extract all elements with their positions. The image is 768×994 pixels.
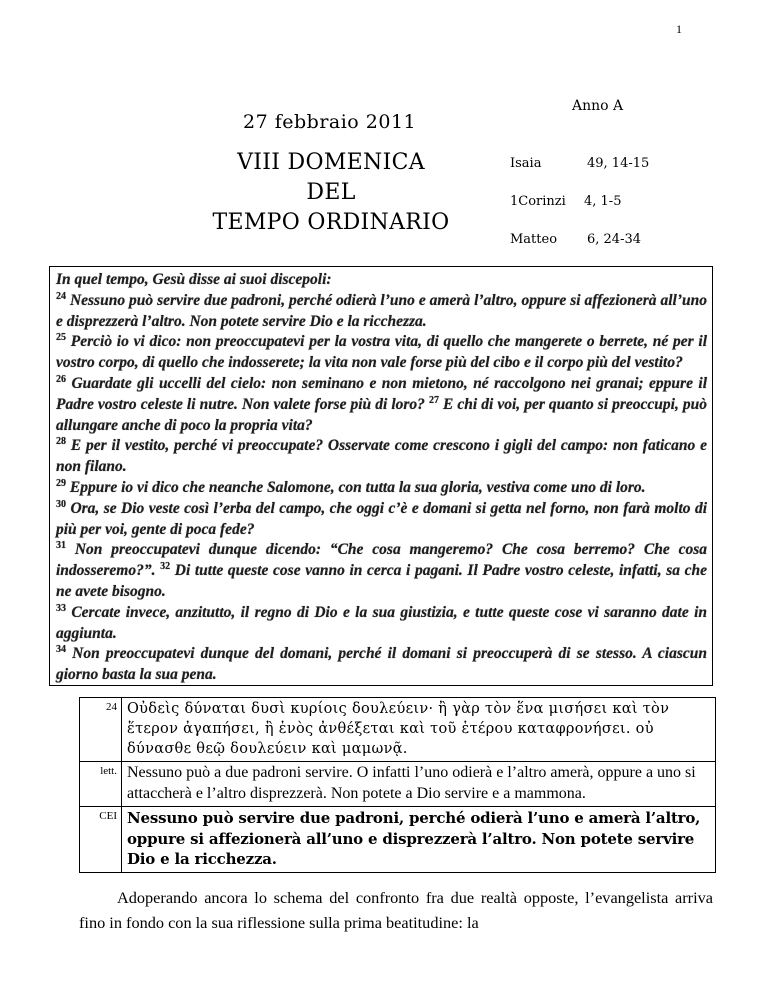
reading-ref: 49, 14-15 (587, 156, 650, 171)
verse-text: Di tutte queste cose vanno in cerca i pagani. Il Padre vostro celeste, infatti, sa che ne avete bisogno. (56, 562, 708, 600)
verse-text: E per il vestito, perché vi preoccupate? Osservate come crescono i gigli del campo: non faticano e non filano. (56, 437, 707, 476)
title-line-3: TEMPO ORDINARIO (212, 210, 450, 235)
year-cycle: Anno A (572, 98, 624, 114)
commentary (79, 885, 713, 935)
greek-text: Οὐδεὶς δύναται δυσὶ κυρίοις δουλεύειν· ἢ γὰρ τὸν ἕνα μισήσει καὶ τὸν ἕτερον ἀγαπήσει, ἢ ἑνὸς ἀνθέξεται καὶ τοῦ ἑτέρου καταφρονήσει. οὐ δύνασθε θεῷ δουλεύειν καὶ μαμωνᾷ. (122, 698, 716, 762)
title-line-1: VIII DOMENICA (237, 150, 425, 175)
verse-text: Non preoccupatevi dunque del domani, perché il domani si preoccuperà di se stesso. A ciascun giorno basta la sua pena. (56, 645, 708, 684)
page-title (196, 148, 466, 238)
date: 27 febbraio 2011 (243, 111, 417, 133)
reading-ref: 4, 1-5 (584, 194, 622, 209)
gospel-passage (49, 266, 713, 686)
literal-row (80, 762, 716, 807)
verse-number: 26 (56, 373, 66, 385)
verse-number: 30 (56, 498, 66, 510)
literal-translation: Nessuno può a due padroni servire. O infatti l’uno odierà e l’altro amerà, oppure a uno si attaccherà e l’altro disprezzerà. Non potete a Dio servire e a mammona. (122, 762, 716, 807)
greek-verse-label: 24 (80, 698, 122, 762)
verse-text: Non preoccupatevi dunque dicendo: “Che cosa mangeremo? Che cosa berremo? Che cosa indosseremo?”. (56, 541, 707, 580)
reading-book: Isaia (510, 156, 542, 171)
verse-number: 28 (56, 436, 66, 448)
verse-text: Guardate gli uccelli del cielo: non seminano e non mietono, né raccolgono nei granai; eppure il Padre vostro celeste li nutre. Non valete forse più di loro? (56, 374, 708, 413)
cei-row (80, 807, 716, 873)
literal-label: lett. (80, 762, 122, 807)
verse-number: 29 (56, 477, 66, 489)
reading-book: 1Corinzi (510, 194, 566, 209)
commentary-paragraph: Adoperando ancora lo schema del confronto fra due realtà opposte, l’evangelista arriva fino in fondo con la sua riflessione sulla prima beatitudine: la (79, 888, 713, 932)
reading-book: Matteo (510, 232, 558, 247)
verse-text: Perciò io vi dico: non preoccupatevi per la vostra vita, di quello che mangerete o berrete, né per il vostro corpo, di quello che indosserete; la vita non vale forse più del cibo e il corpo più del vestito? (56, 333, 708, 372)
page-number: 1 (676, 22, 682, 36)
greek-row (80, 698, 716, 762)
verse-number: 24 (56, 290, 66, 302)
verse-text: Eppure io vi dico che neanche Salomone, con tutta la sua gloria, vestiva come uno di loro. (69, 478, 646, 496)
verse-text: E chi di voi, per quanto si preoccupi, può allungare anche di poco la propria vita? (56, 395, 708, 434)
verse-number: 34 (56, 644, 66, 656)
cei-translation: Nessuno può servire due padroni, perché odierà l’uno e amerà l’altro, oppure si affezionerà all’uno e disprezzerà l’altro. Non potete servire Dio e la ricchezza. (122, 807, 716, 873)
verse-number: 33 (56, 602, 66, 614)
cei-label: CEI (80, 807, 122, 873)
gospel-intro: In quel tempo, Gesù disse ai suoi discepoli: (56, 271, 332, 288)
verse-number: 25 (56, 332, 66, 344)
verse-text: Cercate invece, anzitutto, il regno di Dio e la sua giustizia, e tutte queste cose vi saranno date in aggiunta. (56, 603, 707, 642)
verse-text: Ora, se Dio veste così l’erba del campo, che oggi c’è e domani si getta nel forno, non farà molto di più per voi, gente di poca fede? (56, 499, 708, 538)
verse-comparison-table (79, 697, 716, 873)
title-line-2: DEL (306, 180, 356, 205)
reading-ref: 6, 24-34 (587, 232, 642, 247)
verse-text: Nessuno può servire due padroni, perché odierà l’uno e amerà l’altro, oppure si affezionerà all’uno e disprezzerà l’altro. Non potete servire Dio e la ricchezza. (56, 291, 708, 330)
verse-number: 31 (56, 540, 66, 552)
verse-number: 27 (428, 394, 439, 406)
verse-number: 32 (160, 561, 171, 572)
